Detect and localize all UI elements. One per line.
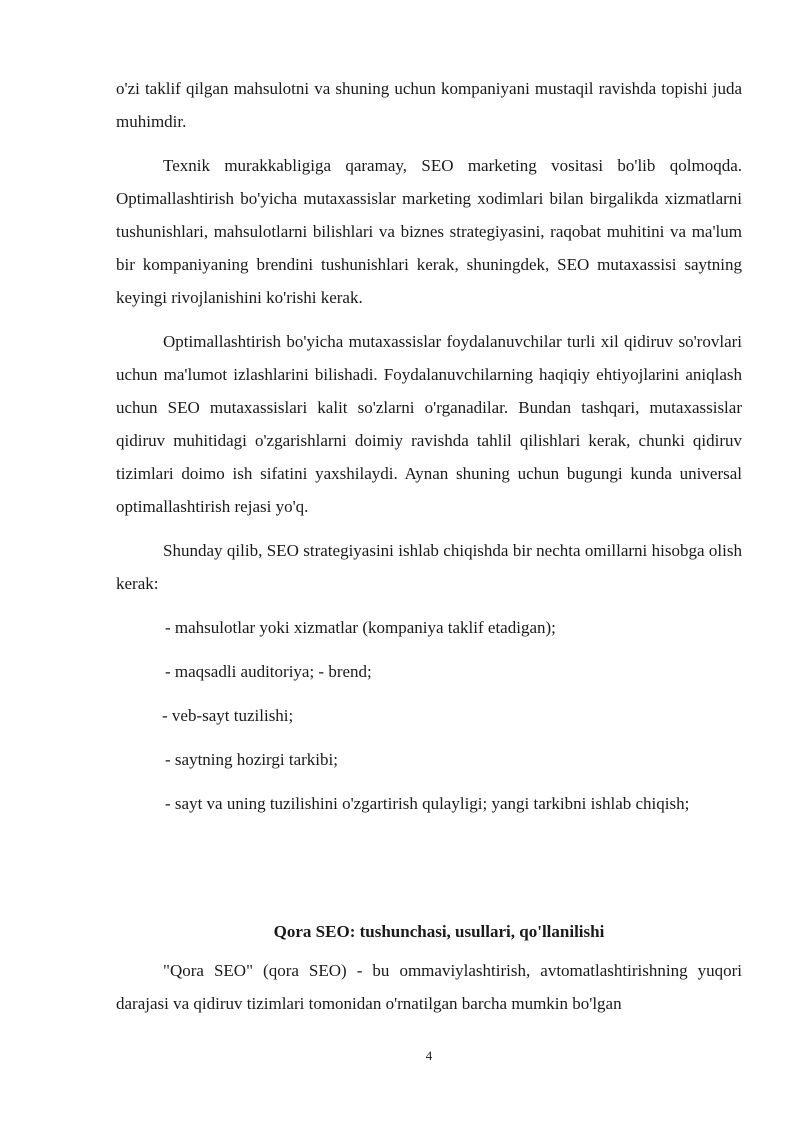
- list-item: - maqsadli auditoriya; - brend;: [165, 662, 372, 681]
- list-item: - saytning hozirgi tarkibi;: [165, 750, 338, 769]
- factors-list: [116, 611, 742, 820]
- paragraph-3: Optimallashtirish bo'yicha mutaxassislar foydalanuvchilar turli xil qidiruv so'rovlari uchun ma'lumot izlashlarini bilishadi. Foydalanuvchilarning haqiqiy ehtiyojlarini aniqlash uchun SEO mutaxassislari kalit so'zlarni o'rganadilar. Bundan tashqari, mutaxassislar qidiruv muhitidagi o'zgarishlarni doimiy ravishda tahlil qilishlari kerak, chunki qidiruv tizimlari doimo ish sifatini yaxshilaydi. Aynan shuning uchun bugungi kunda universal optimallashtirish rejasi yo'q.: [116, 332, 742, 516]
- list-item: - sayt va uning tuzilishini o'zgartirish qulayligi; yangi tarkibni ishlab chiqish;: [165, 794, 690, 813]
- paragraph-2: Texnik murakkabligiga qaramay, SEO marketing vositasi bo'lib qolmoqda. Optimallashtirish bo'yicha mutaxassislar marketing xodimlari bilan birgalikda xizmatlarni tushunishlari, mahsulotlarni bilishlari va biznes strategiyasini, raqobat muhitini va ma'lum bir kompaniyaning brendini tushunishlari kerak, shuningdek, SEO mutaxassisi saytning keyingi rivojlanishini ko'rishi kerak.: [116, 156, 742, 307]
- paragraph-4: Shunday qilib, SEO strategiyasini ishlab chiqishda bir nechta omillarni hisobga olish kerak:: [116, 541, 742, 593]
- document-page: [116, 72, 742, 1031]
- list-item: - mahsulotlar yoki xizmatlar (kompaniya taklif etadigan);: [165, 618, 556, 637]
- page-number: 4: [425, 1048, 433, 1063]
- list-item: - veb-sayt tuzilishi;: [162, 706, 294, 725]
- paragraph-5: "Qora SEO" (qora SEO) - bu ommaviylashtirish, avtomatlashtirishning yuqori darajasi va qidiruv tizimlari tomonidan o'rnatilgan barcha mumkin bo'lgan: [116, 961, 742, 1013]
- section-heading: Qora SEO: tushunchasi, usullari, qo'llanilishi: [273, 922, 605, 941]
- paragraph-1: o'zi taklif qilgan mahsulotni va shuning uchun kompaniyani mustaqil ravishda topishi juda muhimdir.: [116, 79, 742, 131]
